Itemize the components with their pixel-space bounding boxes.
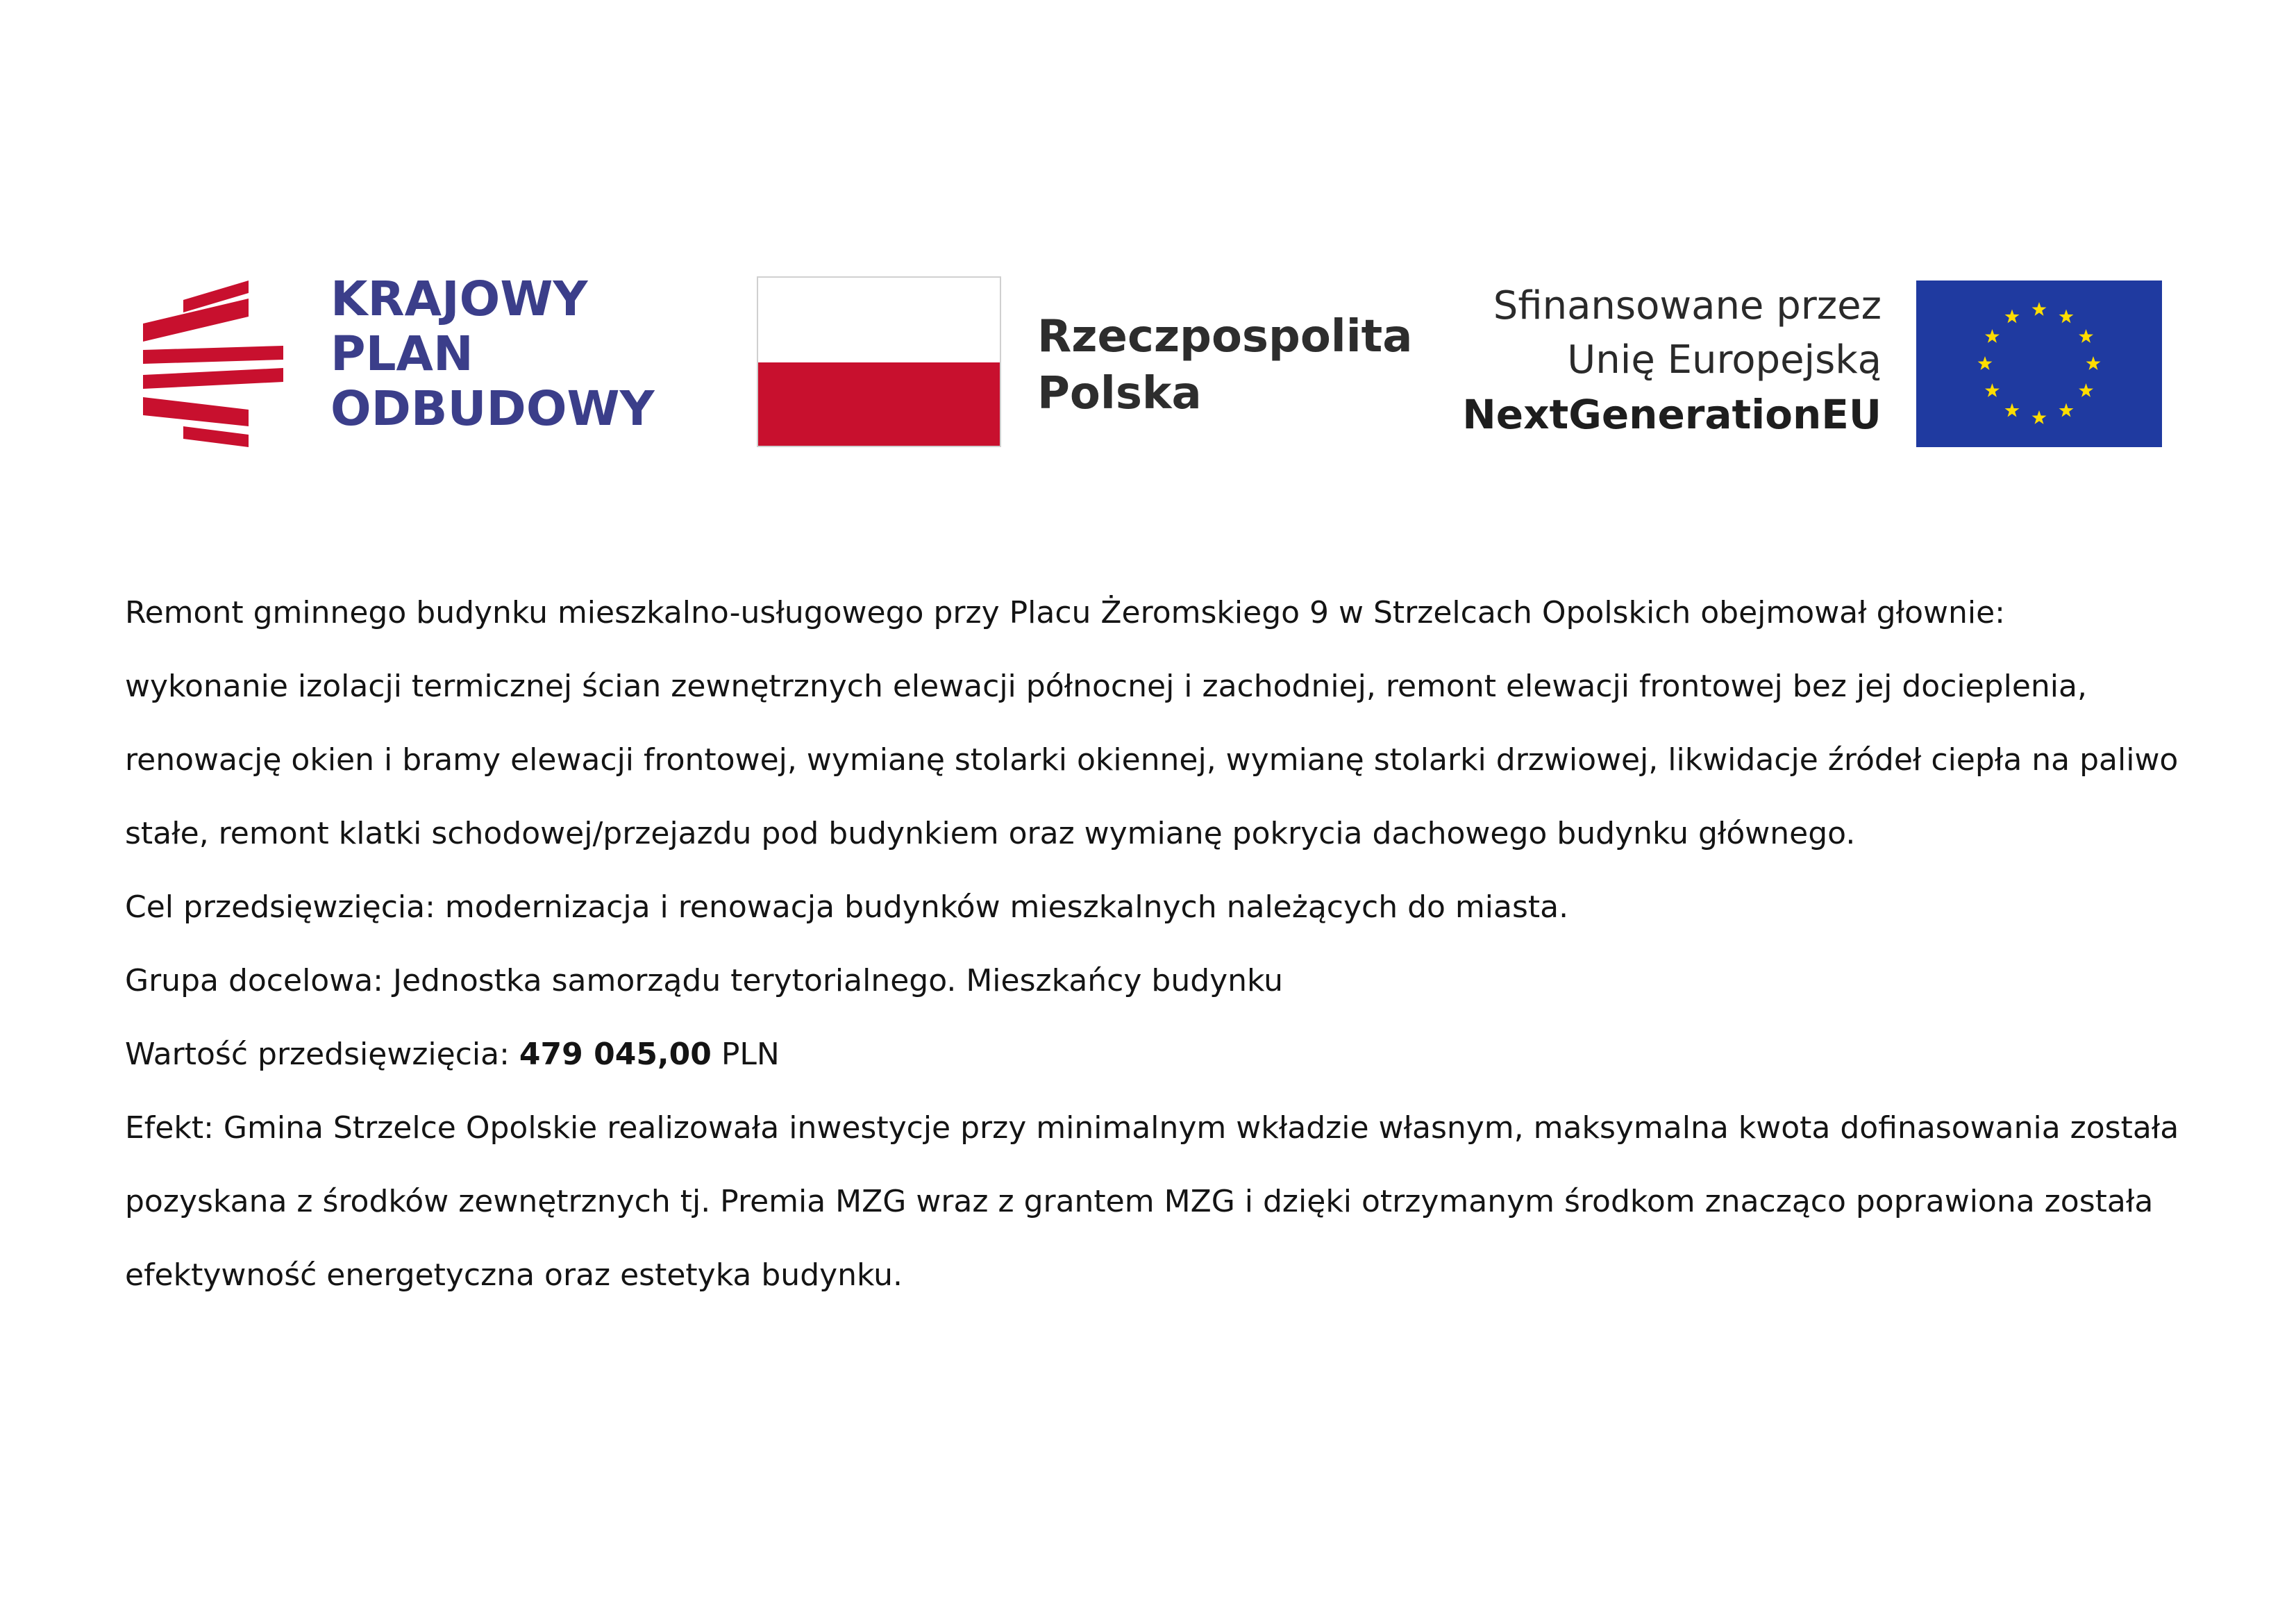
- rp-line-2: Polska: [1037, 368, 1202, 419]
- scope-line-2: wykonanie izolacji termicznej ścian zewnętrznych elewacji północnej i zachodniej, remont elewacji frontowej bez jej docieplenia,: [125, 669, 2087, 704]
- eu-star-icon: [2032, 410, 2047, 424]
- rp-line-1: Rzeczpospolita: [1037, 311, 1413, 362]
- eu-star-icon: [2079, 329, 2093, 343]
- eu-wordmark: [1462, 279, 1882, 442]
- target-group-paragraph: Grupa docelowa: Jednostka samorządu terytorialnego. Mieszkańcy budynku: [125, 963, 1284, 998]
- kpo-building-mark: [143, 281, 283, 447]
- kpo-line-2: PLAN: [330, 326, 474, 382]
- eu-line-2: Unię Europejską: [1567, 337, 1882, 383]
- goal-paragraph: Cel przedsięwzięcia: modernizacja i renowacja budynków mieszkalnych należących do miasta.: [125, 889, 1569, 925]
- eu-logo: [1389, 275, 2162, 449]
- rp-wordmark: [1037, 308, 1412, 422]
- kpo-line-1: KRAJOWY: [330, 271, 588, 327]
- scope-line-3: renowację okien i bramy elewacji frontowej, wymianę stolarki okiennej, wymianę stolarki drzwiowej, likwidacje źródeł ciepła na paliwo: [125, 742, 2179, 778]
- value-paragraph: [125, 1018, 2194, 1091]
- eu-star-icon: [2005, 309, 2020, 323]
- eu-star-icon: [2059, 403, 2074, 417]
- eu-flag-icon: [1916, 281, 2162, 447]
- eu-star-icon: [1985, 329, 2000, 343]
- kpo-line-3: ODBUDOWY: [330, 381, 655, 437]
- effect-line-2: pozyskana z środków zewnętrznych tj. Premia MZG wraz z grantem MZG i dzięki otrzymanym środkom znacząco poprawiona została: [125, 1184, 2154, 1219]
- eu-star-icon: [2032, 302, 2047, 316]
- polish-flag-icon: [757, 276, 1001, 447]
- value-label: Wartość przedsięwzięcia:: [125, 1037, 519, 1072]
- document-body: [125, 576, 2194, 1312]
- effect-line-3: efektywność energetyczna oraz estetyka budynku.: [125, 1257, 903, 1293]
- eu-stars-icon: [1916, 281, 2162, 447]
- kpo-wordmark: [330, 272, 655, 437]
- logo-strip: [0, 0, 2296, 486]
- value-currency: PLN: [711, 1037, 780, 1072]
- eu-line-3: NextGenerationEU: [1462, 391, 1882, 438]
- eu-star-icon: [1985, 383, 2000, 397]
- eu-star-icon: [2059, 309, 2074, 323]
- eu-star-icon: [2079, 383, 2093, 397]
- eu-line-1: Sfinansowane przez: [1493, 283, 1882, 328]
- eu-star-icon: [2005, 403, 2020, 417]
- effect-line-1: Efekt: Gmina Strzelce Opolskie realizowała inwestycje przy minimalnym wkładzie własnym, maksymalna kwota dofinasowania została: [125, 1110, 2179, 1146]
- eu-star-icon: [2086, 356, 2101, 370]
- value-amount: 479 045,00: [519, 1037, 712, 1072]
- scope-line-4: stałe, remont klatki schodowej/przejazdu pod budynkiem oraz wymianę pokrycia dachowego budynku głównego.: [125, 816, 1856, 851]
- eu-star-icon: [1978, 356, 1993, 370]
- scope-line-1: Remont gminnego budynku mieszkalno-usługowego przy Placu Żeromskiego 9 w Strzelcach Opolskich obejmował głownie:: [125, 595, 2005, 630]
